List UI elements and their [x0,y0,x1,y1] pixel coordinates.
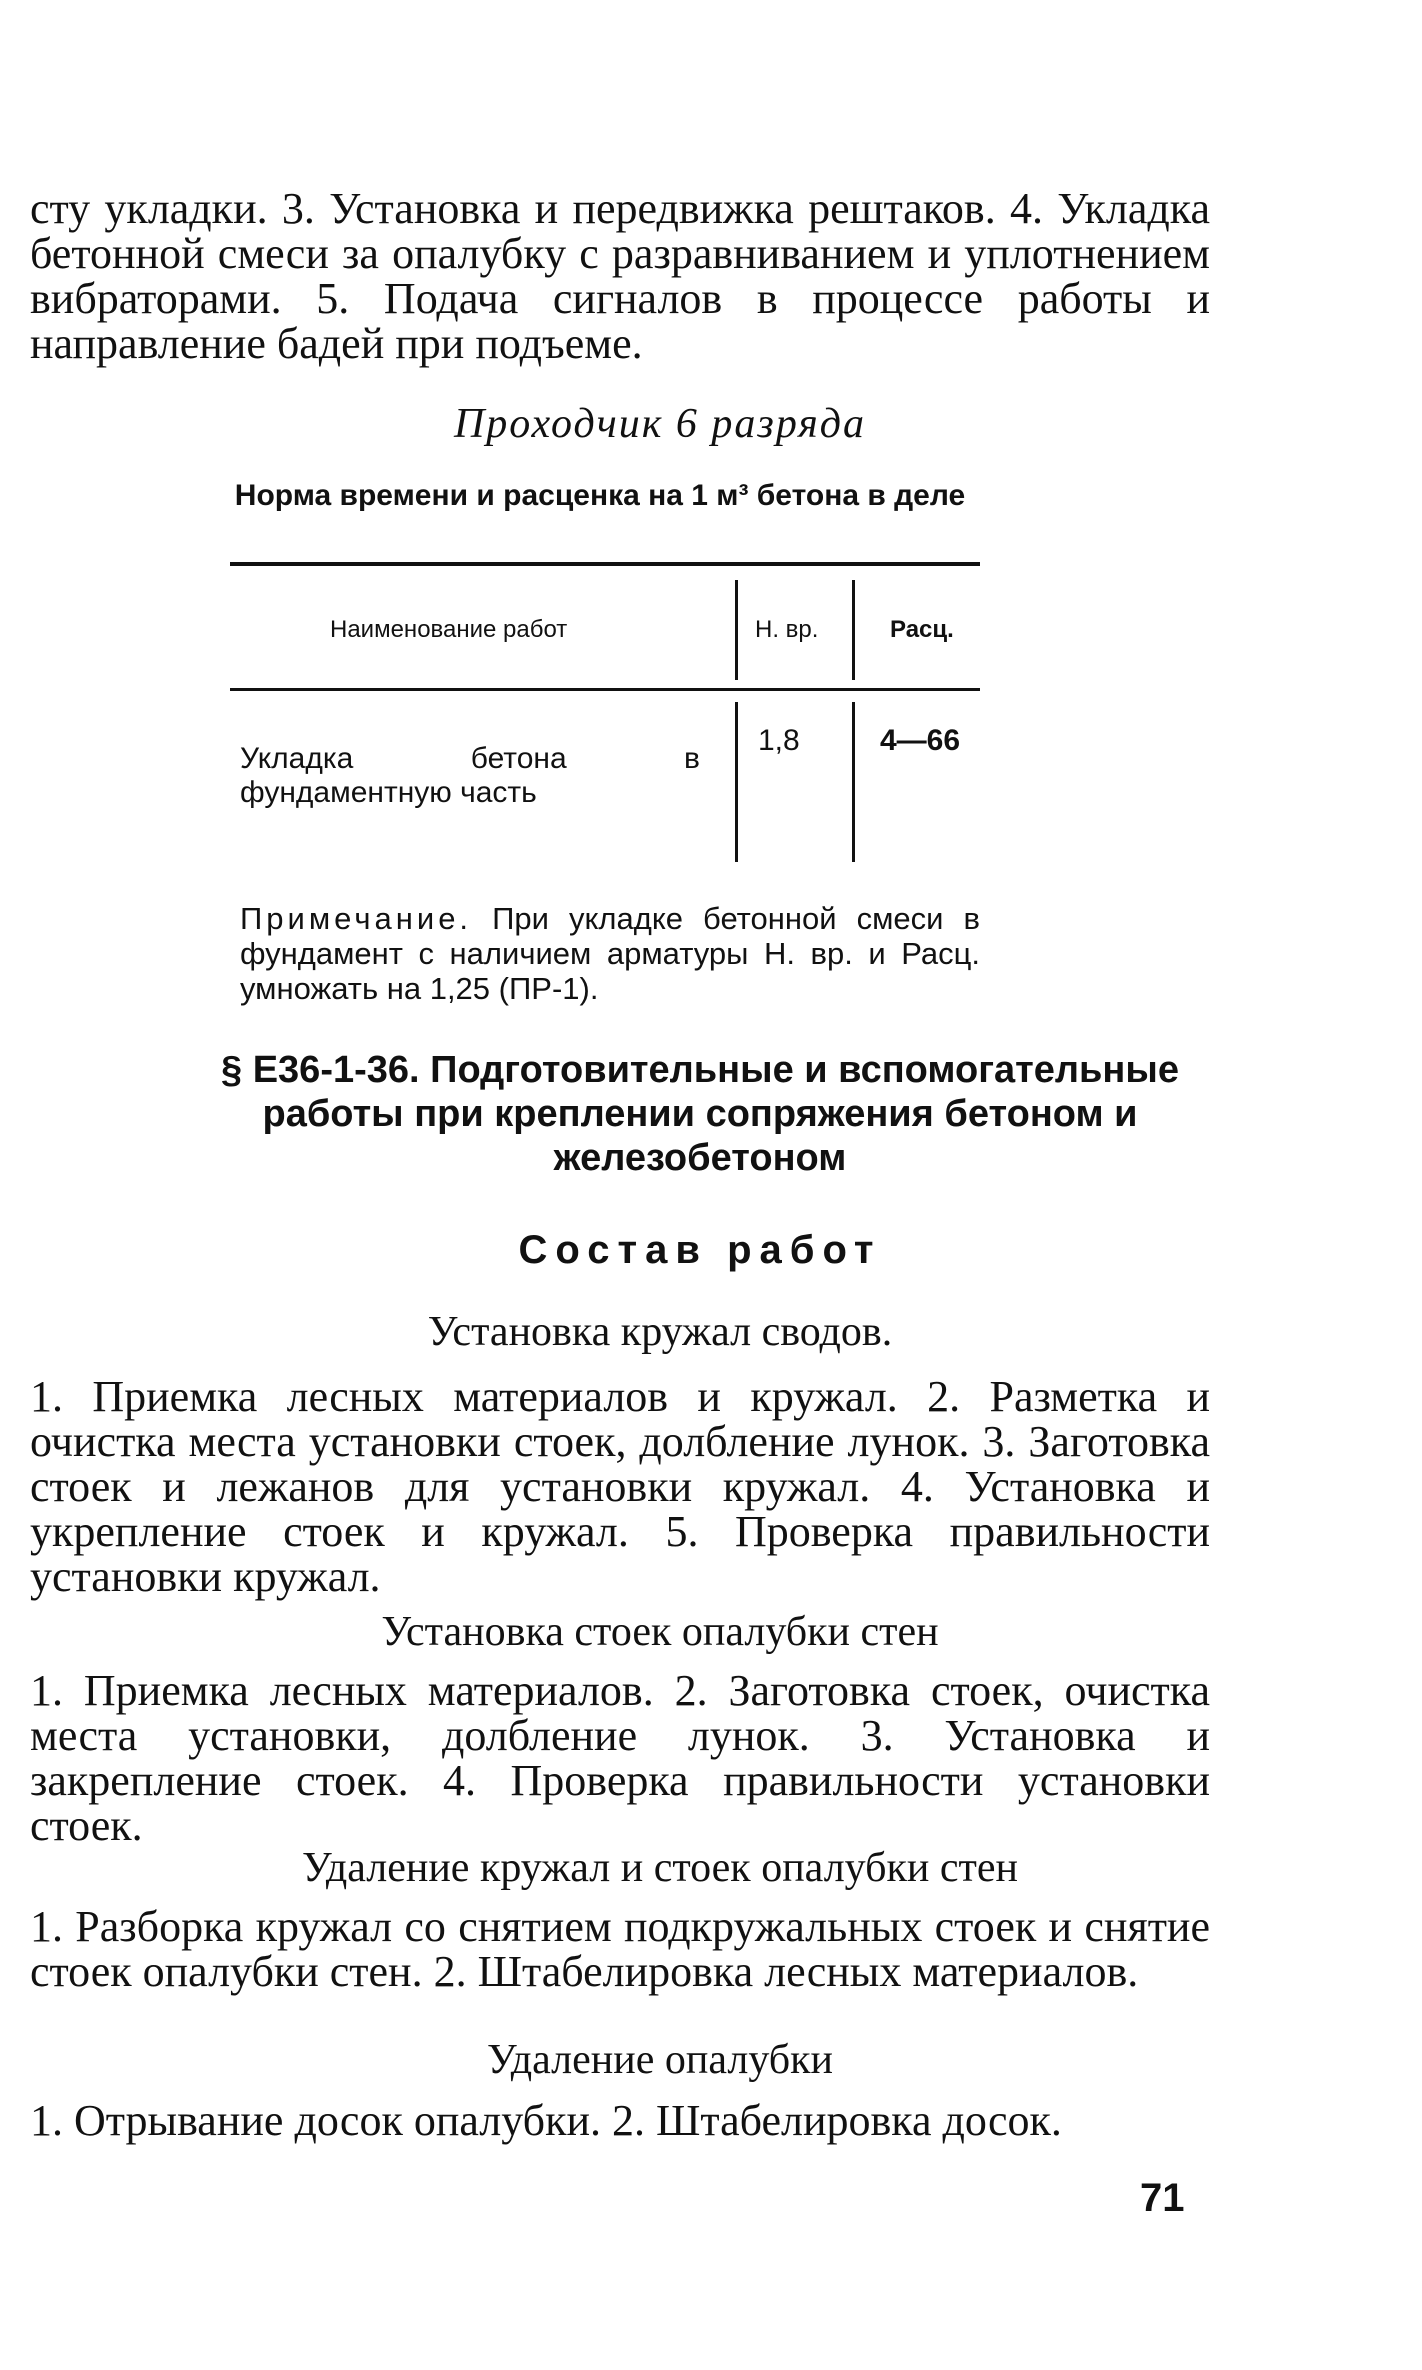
page-number: 71 [1140,2176,1185,2220]
subsection-title: Удаление кружал и стоек опалубки стен [302,1845,1018,1891]
composition-heading: Состав работ [518,1228,882,1272]
cell-work-name: Укладка бетона в фундаментную часть [240,742,700,809]
subsection-title: Установка стоек опалубки стен [381,1609,939,1655]
norm-caption: Норма времени и расценка на 1 м³ бетона в деле [234,479,966,512]
subsection-text: 1. Отрывание досок опалубки. 2. Штабелировка досок. [30,2096,1062,2145]
table-body-divider [735,702,738,862]
table-header-divider [852,580,855,680]
note-label: Примечание. [240,901,473,936]
worker-title: Проходчик 6 разряда [453,401,867,447]
subsection-title: Установка кружал сводов. [427,1309,893,1355]
norm-table [230,562,980,862]
note-text: При укладке бетонной смеси в фундамент с наличием арматуры Н. вр. и Расц. умножать на 1,25 (ПР-1). [240,901,980,1006]
table-header-divider [735,580,738,680]
table-note [240,901,980,1006]
subsection-text: 1. Приемка лесных материалов и кружал. 2. Разметка и очистка места установки стоек, долбление лунок. 3. Заготовка стоек и лежанов для установки кружал. 4. Установка и укрепление стоек и кружал. 5. Проверка правильности установки кружал. [30,1372,1210,1601]
header-time-norm: Н. вр. [755,616,819,643]
header-rate: Расц. [890,616,954,643]
subsection-title: Удаление опалубки [486,2037,834,2083]
header-work-name: Наименование работ [330,616,568,643]
intro-paragraph: сту укладки. 3. Установка и передвижка рештаков. 4. Укладка бетонной смеси за опалубку с разравниванием и уплотнением вибраторами. 5. Подача сигналов в процессе работы и направление бадей при подъеме. [30,184,1210,368]
table-top-rule [230,562,980,566]
section-title: § Е36-1-36. Подготовительные и вспомогательные работы при креплении сопряжения бетоном и железобетоном [221,1049,1179,1179]
subsection-text: 1. Приемка лесных материалов. 2. Заготовка стоек, очистка места установки, долбление лунок. 3. Установка и закрепление стоек. 4. Проверка правильности установки стоек. [30,1666,1210,1850]
table-header-rule [230,688,980,691]
subsection-text: 1. Разборка кружал со снятием подкружальных стоек и снятие стоек опалубки стен. 2. Штабелировка лесных материалов. [30,1902,1210,1996]
table-body-divider [852,702,855,862]
cell-rate: 4—66 [880,724,961,757]
cell-time-norm: 1,8 [758,724,800,757]
